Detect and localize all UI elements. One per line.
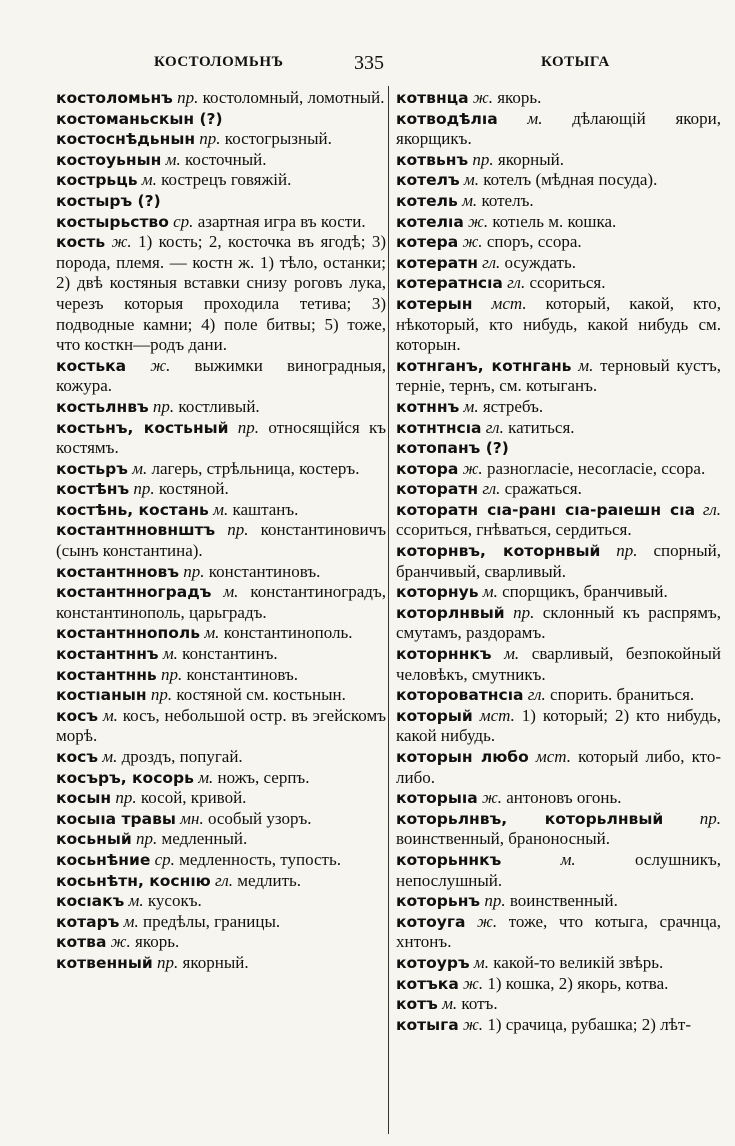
dictionary-entry: [396, 397, 721, 418]
dictionary-entry: [396, 912, 721, 953]
entry-part-of-speech: м.: [463, 396, 479, 416]
entry-part-of-speech: ж.: [150, 355, 171, 375]
dictionary-entry: [396, 850, 721, 891]
entry-headword: косыıа травы: [56, 809, 176, 828]
entry-headword: костантннъ: [56, 645, 159, 664]
entry-definition: котъ.: [461, 994, 498, 1014]
entry-part-of-speech: м.: [123, 911, 139, 931]
entry-definition: медлить.: [237, 870, 302, 890]
entry-headword: костоуьнын: [56, 150, 162, 169]
entry-part-of-speech: мст.: [479, 705, 515, 725]
right-column: [396, 88, 721, 1138]
dictionary-entry: [396, 232, 721, 253]
entry-part-of-speech: м.: [102, 705, 118, 725]
dictionary-entry: [56, 809, 386, 830]
dictionary-entry: [56, 582, 386, 623]
entry-headword: которын любо: [396, 748, 529, 766]
dictionary-entry: [396, 1015, 721, 1036]
dictionary-entry: [396, 253, 721, 274]
entry-part-of-speech: гл.: [485, 417, 504, 437]
page-number: 335: [354, 52, 384, 74]
column-divider: [388, 86, 389, 1134]
entry-part-of-speech: мст.: [535, 747, 571, 766]
entry-definition: катиться.: [508, 417, 575, 437]
entry-definition: константиновичъ (сынъ константина).: [56, 520, 386, 561]
entry-part-of-speech: ср.: [173, 211, 194, 231]
entry-part-of-speech: гл.: [702, 499, 721, 519]
entry-part-of-speech: м.: [165, 149, 181, 169]
dictionary-entry: [56, 397, 386, 418]
dictionary-entry: [56, 109, 386, 130]
entry-part-of-speech: пр.: [227, 520, 249, 540]
entry-definition: спорный, бранчивый, сварливый.: [396, 541, 721, 581]
entry-headword: котводѣлıа: [396, 109, 498, 128]
dictionary-entry: [396, 438, 721, 459]
entry-definition: антоновъ огонь.: [506, 788, 622, 808]
entry-headword: котера: [396, 233, 459, 252]
entry-headword: косьнѣтн, коснıю: [56, 871, 211, 890]
entry-headword: которовaтнсıа: [396, 686, 524, 705]
entry-headword: котелъ: [396, 171, 460, 190]
entry-headword: костантннополь: [56, 624, 201, 643]
page-header: [0, 54, 735, 80]
entry-definition: воинственный.: [509, 891, 618, 911]
dictionary-entry: [56, 871, 386, 892]
entry-definition: который либо, кто-либо.: [396, 747, 721, 787]
entry-definition: сварливый, безпокойный человѣкъ, смутникъ.: [396, 644, 721, 684]
entry-part-of-speech: пр.: [160, 664, 183, 684]
entry-headword: костѣнь, костань: [56, 500, 209, 519]
dictionary-entry: [396, 273, 721, 294]
entry-definition: котıель м. кошка.: [492, 211, 617, 231]
entry-headword: костантнноградъ: [56, 583, 212, 602]
entry-definition: предѣлы, границы.: [142, 911, 281, 931]
entry-definition: сражаться.: [504, 479, 582, 499]
entry-definition: косъ, небольшой остр. въ эгейскомъ морѣ.: [56, 705, 386, 746]
dictionary-entry: [396, 294, 721, 356]
entry-part-of-speech: мн.: [180, 808, 204, 828]
dictionary-entry: [56, 150, 386, 171]
entry-headword: котвнца: [396, 89, 469, 107]
entry-definition: костяной см. костьнын.: [176, 685, 346, 705]
dictionary-entry: [56, 850, 386, 871]
entry-headword: котоуга: [396, 912, 466, 931]
entry-definition: осуждать.: [504, 252, 576, 272]
entry-headword: костьнъ, костьный: [56, 418, 229, 437]
dictionary-entry: [56, 912, 386, 933]
entry-definition: терновый кустъ, терніе, тернъ, см. котыганъ.: [396, 355, 721, 396]
entry-part-of-speech: ж.: [472, 88, 493, 107]
entry-headword: котель: [396, 191, 458, 210]
dictionary-entry: [396, 582, 721, 603]
dictionary-entry: [396, 191, 721, 212]
dictionary-entry: [396, 747, 721, 788]
entry-definition: ястребъ.: [482, 396, 544, 416]
entry-headword: котва: [56, 933, 107, 952]
entry-headword: котнганъ, котнгань: [396, 356, 572, 375]
entry-definition: тоже, что котыга, срачнца, хнтонъ.: [396, 911, 721, 952]
entry-part-of-speech: ж.: [477, 911, 498, 931]
entry-part-of-speech: ср.: [154, 849, 175, 869]
entry-definition: кусокъ.: [147, 891, 202, 911]
entry-headword: косын: [56, 789, 112, 808]
dictionary-entry: [56, 88, 386, 109]
entry-headword: котвенный: [56, 953, 153, 972]
entry-definition: костоломный, ломотный.: [202, 88, 385, 107]
entry-headword: костантнновъ: [56, 562, 180, 581]
dictionary-entry: [396, 974, 721, 995]
entry-part-of-speech: м.: [128, 891, 144, 911]
entry-definition: какой-то великій звѣрь.: [493, 952, 664, 972]
entry-part-of-speech: пр.: [136, 829, 158, 849]
entry-definition: константиновъ.: [208, 561, 321, 581]
entry-definition: 1) кошка, 2) якорь, котва.: [487, 973, 669, 993]
entry-definition: якорный.: [497, 149, 564, 169]
dictionary-entry: [396, 809, 721, 850]
entry-headword: которатн сıа-ранı сıа-раıешн сıа: [396, 500, 696, 519]
entry-part-of-speech: м.: [482, 582, 498, 602]
entry-definition: костливый.: [178, 396, 260, 416]
dictionary-entry: [56, 768, 386, 789]
dictionary-entry: [396, 953, 721, 974]
entry-headword: которьннкъ: [396, 850, 502, 869]
entry-definition: лагерь, стрѣльница, костеръ.: [151, 458, 360, 478]
entry-headword: котаръ: [56, 912, 120, 931]
entry-definition: якорь.: [497, 88, 542, 107]
dictionary-entry: [56, 232, 386, 356]
dictionary-entry: [396, 109, 721, 150]
dictionary-entry: [56, 644, 386, 665]
entry-headword: которлнвый: [396, 603, 505, 622]
entry-part-of-speech: пр.: [237, 417, 260, 437]
dictionary-entry: [56, 623, 386, 644]
entry-definition: 1) который; 2) кто нибудь, какой нибудь.: [396, 705, 721, 746]
dictionary-entry: [56, 747, 386, 768]
dictionary-entry: [56, 788, 386, 809]
entry-headword: которатн: [396, 480, 479, 499]
dictionary-entry: [396, 994, 721, 1015]
entry-part-of-speech: пр.: [513, 602, 535, 622]
dictionary-entry: [396, 500, 721, 541]
entry-part-of-speech: м.: [141, 170, 157, 190]
dictionary-entry: [56, 665, 386, 686]
dictionary-entry: [396, 88, 721, 109]
entry-headword: котвьнъ: [396, 150, 469, 169]
entry-definition: константиноградъ, константинополь, царьградъ.: [56, 582, 386, 622]
entry-part-of-speech: м.: [213, 499, 229, 519]
entry-part-of-speech: пр.: [472, 149, 494, 169]
dictionary-entry: [56, 562, 386, 583]
dictionary-entry: [56, 706, 386, 747]
entry-part-of-speech: м.: [204, 623, 220, 643]
entry-definition: склонный къ распрямъ, смутамъ, раздорамъ.: [396, 602, 721, 643]
dictionary-entry: [56, 129, 386, 150]
dictionary-entry: [396, 150, 721, 171]
entry-part-of-speech: ж.: [468, 211, 489, 231]
dictionary-entry: [56, 459, 386, 480]
entry-headword: костырьство: [56, 212, 169, 231]
dictionary-entry: [56, 191, 386, 212]
dictionary-entry: [396, 418, 721, 439]
entry-headword: костантнновнштъ: [56, 521, 216, 540]
entry-part-of-speech: гл.: [214, 870, 234, 890]
dictionary-entry: [396, 603, 721, 644]
entry-headword: косъръ, косорь: [56, 768, 194, 787]
entry-headword: косъ: [56, 748, 99, 766]
entry-part-of-speech: пр.: [157, 952, 179, 972]
entry-headword: косьный: [56, 830, 132, 849]
dictionary-entry: [56, 500, 386, 521]
entry-definition: каштанъ.: [232, 499, 299, 519]
entry-definition: споръ, ссора.: [486, 232, 582, 252]
entry-headword: котелıа: [396, 212, 464, 231]
entry-headword: котннъ: [396, 397, 460, 416]
entry-definition: дроздъ, попугай.: [121, 747, 243, 766]
entry-headword: котыга: [396, 1015, 459, 1034]
entry-headword: котора: [396, 459, 459, 478]
entry-headword: кость: [56, 233, 106, 252]
entry-part-of-speech: гл.: [482, 252, 501, 272]
entry-definition: константинополь.: [223, 623, 353, 643]
entry-part-of-speech: гл.: [482, 479, 501, 499]
entry-definition: воинственный, браноносный.: [396, 829, 610, 849]
entry-part-of-speech: ж.: [463, 973, 484, 993]
entry-part-of-speech: ж.: [462, 458, 483, 478]
entry-headword: косьнѣние: [56, 850, 151, 869]
running-head-right: КОТЫГА: [541, 54, 610, 70]
entry-headword: который: [396, 706, 473, 725]
entry-headword: котнтнсıа: [396, 418, 482, 437]
left-column: [56, 88, 386, 1138]
entry-part-of-speech: м.: [102, 747, 118, 766]
entry-definition: 1) кость; 2, косточка въ ягодѣ; 3) порода, племя. — костн ж. 1) тѣло, останки; 2) двѣ костяныя вставки снизу роговъ лука, черезъ которыя проходила тетива; 3) подводные камни; 4) поле битвы; 5) тоже, что косткн—родъ дани.: [56, 232, 386, 355]
entry-part-of-speech: пр.: [133, 479, 155, 499]
entry-definition: медленный.: [161, 829, 248, 849]
entry-part-of-speech: пр.: [115, 788, 137, 808]
dictionary-entry: [56, 479, 386, 500]
dictionary-entry: [396, 644, 721, 685]
entry-definition: особый узоръ.: [207, 808, 312, 828]
entry-part-of-speech: пр.: [484, 891, 506, 911]
entry-headword: костьлнвъ: [56, 397, 149, 416]
dictionary-entry: [56, 356, 386, 397]
entry-part-of-speech: м.: [198, 767, 214, 787]
entry-headword: котоуръ: [396, 953, 470, 972]
dictionary-entry: [396, 685, 721, 706]
entry-definition: ссориться, гнѣваться, сердиться.: [396, 520, 632, 540]
entry-headword: костьръ: [56, 459, 128, 478]
entry-headword: котератн: [396, 253, 478, 272]
dictionary-entry: [396, 459, 721, 480]
entry-definition: котелъ.: [481, 190, 534, 210]
entry-part-of-speech: ж.: [481, 788, 503, 808]
entry-headword: костѣнъ: [56, 480, 130, 499]
entry-part-of-speech: ж.: [110, 932, 131, 952]
entry-part-of-speech: пр.: [199, 129, 221, 149]
dictionary-entry: [396, 356, 721, 397]
entry-part-of-speech: ж.: [462, 1014, 484, 1034]
entry-definition: косой, кривой.: [140, 788, 247, 808]
entry-part-of-speech: ж.: [462, 232, 483, 252]
entry-definition: константинъ.: [182, 644, 278, 664]
running-head-left: КОСТОЛОМЬНЪ: [154, 54, 284, 70]
dictionary-entry: [396, 891, 721, 912]
entry-definition: разногласіе, несогласіе, ссора.: [486, 458, 706, 478]
dictionary-entry: [396, 212, 721, 233]
entry-part-of-speech: м.: [223, 582, 239, 602]
entry-part-of-speech: пр.: [177, 88, 199, 107]
entry-headword: костантннь: [56, 665, 157, 684]
entry-part-of-speech: м.: [578, 355, 594, 375]
entry-part-of-speech: м.: [560, 849, 576, 869]
entry-headword: которнвъ, которнвый: [396, 542, 601, 561]
entry-definition: дѣлающій якори, якорщикъ.: [396, 108, 721, 149]
entry-definition: ножъ, серпъ.: [217, 767, 310, 787]
entry-part-of-speech: пр.: [150, 685, 173, 705]
entry-part-of-speech: пр.: [152, 396, 175, 416]
dictionary-entry: [396, 170, 721, 191]
entry-headword: котерын: [396, 294, 473, 313]
entry-part-of-speech: гл.: [527, 685, 546, 705]
entry-definition: спорить. браниться.: [550, 685, 695, 705]
entry-part-of-speech: м.: [527, 108, 543, 128]
entry-part-of-speech: м.: [162, 644, 178, 664]
dictionary-entry: [56, 953, 386, 974]
entry-definition: косточный.: [184, 149, 267, 169]
dictionary-entry: [56, 829, 386, 850]
entry-headword: кострьць: [56, 171, 138, 190]
entry-definition: азартная игра въ кости.: [197, 211, 366, 231]
entry-headword: костıанын: [56, 686, 147, 705]
dictionary-entry: [56, 418, 386, 459]
entry-definition: 1) срачица, рубашка; 2) лѣт-: [487, 1014, 691, 1034]
entry-definition: якорный.: [182, 952, 249, 972]
entry-headword: которнуь: [396, 583, 479, 602]
dictionary-entry: [56, 170, 386, 191]
entry-headword: косъ: [56, 706, 99, 725]
entry-part-of-speech: м.: [462, 190, 478, 210]
entry-headword: которьлнвъ, которьлнвый: [396, 809, 664, 828]
entry-headword: костька: [56, 356, 127, 375]
dictionary-entry: [56, 932, 386, 953]
entry-headword: костоманьскын (?): [56, 109, 223, 128]
entry-part-of-speech: гл.: [507, 273, 526, 293]
entry-headword: котератнсıа: [396, 274, 503, 293]
entry-definition: медленность, тупость.: [179, 849, 341, 869]
entry-part-of-speech: м.: [442, 994, 458, 1014]
entry-headword: которьнъ: [396, 892, 481, 911]
entry-definition: кострецъ говяжій.: [161, 170, 292, 190]
dictionary-entry: [56, 520, 386, 561]
entry-headword: косıакъ: [56, 892, 125, 911]
dictionary-entry: [396, 788, 721, 809]
entry-definition: костяной.: [158, 479, 229, 499]
dictionary-entry: [396, 541, 721, 582]
entry-part-of-speech: пр.: [699, 808, 721, 828]
entry-part-of-speech: м.: [463, 170, 480, 190]
entry-part-of-speech: м.: [473, 952, 490, 972]
entry-part-of-speech: м.: [132, 458, 148, 478]
entry-definition: который, какой, кто, нѣкоторый, кто нибудь, какой нибудь см. которын.: [396, 293, 721, 355]
entry-definition: котелъ (мѣдная посуда).: [483, 170, 658, 190]
entry-headword: костыръ (?): [56, 191, 161, 210]
dictionary-entry: [56, 891, 386, 912]
entry-definition: якорь.: [135, 932, 180, 952]
entry-definition: костогрызный.: [224, 129, 332, 149]
dictionary-entry: [56, 212, 386, 233]
entry-definition: относящійся къ костямъ.: [56, 417, 386, 458]
entry-headword: котъ: [396, 995, 438, 1014]
entry-part-of-speech: пр.: [616, 541, 638, 561]
entry-definition: выжимки виноградныя, кожура.: [56, 355, 386, 396]
entry-definition: константиновъ.: [186, 664, 299, 684]
entry-part-of-speech: м.: [504, 644, 520, 664]
entry-definition: ссориться.: [529, 273, 606, 293]
dictionary-entry: [396, 479, 721, 500]
entry-headword: котопанъ (?): [396, 439, 509, 458]
entry-headword: которыıа: [396, 789, 478, 808]
entry-definition: спорщикъ, бранчивый.: [502, 582, 668, 602]
entry-headword: которннкъ: [396, 645, 492, 664]
entry-headword: костоломьнъ: [56, 89, 173, 107]
entry-headword: костоснѣдьнын: [56, 130, 196, 149]
entry-definition: ослушникъ, непослушный.: [396, 849, 721, 890]
entry-part-of-speech: пр.: [183, 561, 205, 581]
dictionary-entry: [396, 706, 721, 747]
entry-part-of-speech: мст.: [491, 293, 527, 313]
entry-part-of-speech: ж.: [111, 232, 132, 252]
entry-headword: котъка: [396, 974, 459, 993]
dictionary-entry: [56, 685, 386, 706]
